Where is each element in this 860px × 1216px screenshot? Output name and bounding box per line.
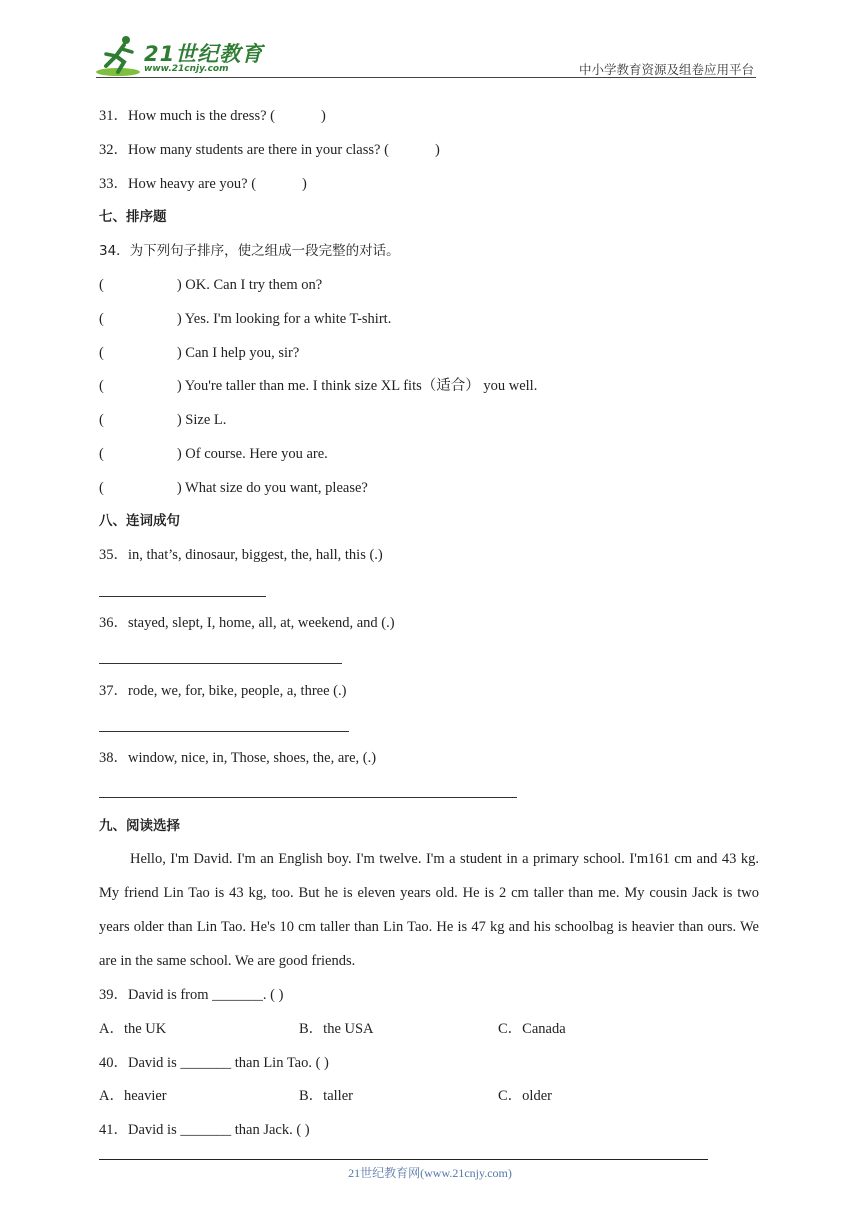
question-36: 36．stayed, slept, I, home, all, at, weekend, and (.) [99,615,395,631]
q39-option-b: B．the USA [299,1021,374,1037]
ordering-line-6: ( ) Of course. Here you are. [99,446,328,462]
question-32: 32．How many students are there in your class? ( ) [99,142,440,158]
site-label: 中小学教育资源及组卷应用平台 [578,62,754,77]
header-divider [96,77,756,78]
footer-divider [99,1159,708,1160]
ordering-line-4: ( ) You're taller than me. I think size XL fits（适合） you well. [99,378,538,394]
answer-line-35 [99,596,266,597]
question-34: 34．为下列句子排序，使之组成一段完整的对话。 [99,243,400,259]
ordering-line-1: ( ) OK. Can I try them on? [99,277,323,293]
section-9-title: 九、阅读选择 [99,818,180,834]
q40-option-c: C．older [498,1088,552,1104]
logo [94,34,264,78]
section-8-title: 八、连词成句 [99,513,180,529]
question-38: 38．window, nice, in, Those, shoes, the, are, (.) [99,750,377,766]
question-41: 41．David is _______ than Jack. ( ) [99,1122,310,1138]
q40-option-b: B．taller [299,1088,353,1104]
q39-option-a: A．the UK [99,1021,167,1037]
answer-line-38 [99,797,517,798]
question-33: 33．How heavy are you? ( ) [99,176,307,192]
question-31: 31．How much is the dress? ( ) [99,108,326,124]
answer-line-37 [99,731,349,732]
logo-url: www.21cnjy.com [144,64,229,74]
logo-text: 21世纪教育 [144,42,264,66]
runner-logo-icon [94,34,142,78]
question-37: 37．rode, we, for, bike, people, a, three (.) [99,683,347,699]
answer-line-36 [99,663,342,664]
q40-option-a: A．heavier [99,1088,167,1104]
q39-option-c: C．Canada [498,1021,566,1037]
question-35: 35．in, that’s, dinosaur, biggest, the, hall, this (.) [99,547,383,563]
ordering-line-3: ( ) Can I help you, sir? [99,345,300,361]
section-7-title: 七、排序题 [99,209,167,225]
question-40: 40．David is _______ than Lin Tao. ( ) [99,1055,329,1071]
ordering-line-5: ( ) Size L. [99,412,227,428]
footer-text: 21世纪教育网(www.21cnjy.com) [348,1166,512,1180]
ordering-line-7: ( ) What size do you want, please? [99,480,368,496]
ordering-line-2: ( ) Yes. I'm looking for a white T-shirt. [99,311,392,327]
reading-passage: Hello, I'm David. I'm an English boy. I'm twelve. I'm a student in a primary school. I'm161 cm and 43 kg. My friend Lin Tao is 43 kg, too. But he is eleven years old. He is 2 cm taller than me. My cousin Jack is two years older than Lin Tao. He's 10 cm taller than Lin Tao. He is 47 kg and his schoolbag is heavier than ours. We are in the same school. We are good friends. [99,851,759,969]
question-39: 39．David is from _______. ( ) [99,987,284,1003]
